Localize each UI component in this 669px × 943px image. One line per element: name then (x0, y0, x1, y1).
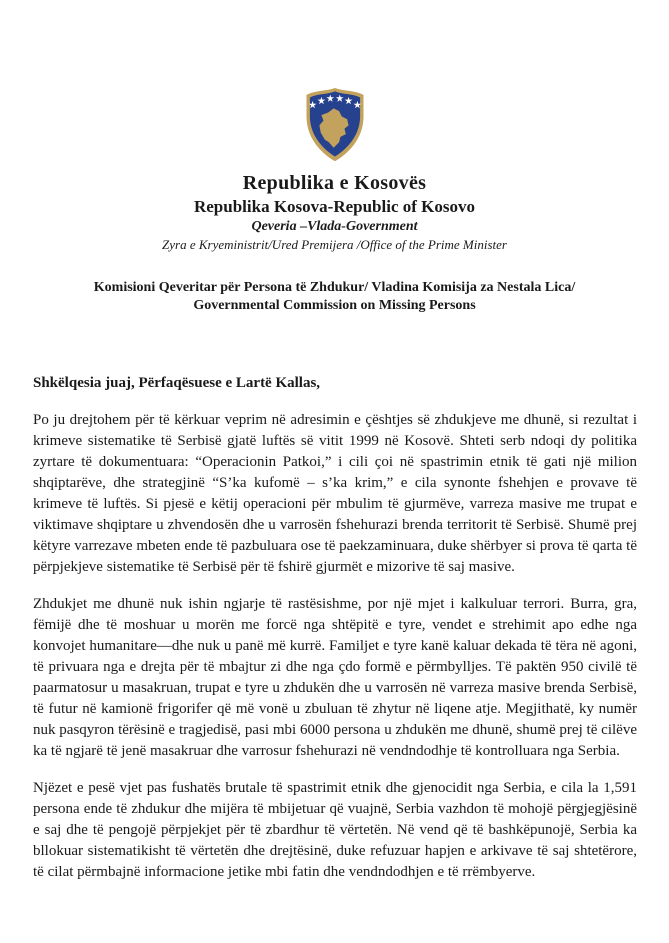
country-title-bilingual: Republika Kosova-Republic of Kosovo (193, 197, 475, 216)
letterhead (0, 172, 669, 253)
commission-heading: Komisioni Qeveritar për Persona të Zhdukur/ Vladina Komisija za Nestala Lica/ Governmental Commission on Missing Persons (93, 280, 576, 314)
letter-body (0, 373, 669, 883)
country-title-albanian: Republika e Kosovës (242, 172, 427, 194)
kosovo-coat-of-arms-icon (301, 86, 369, 164)
government-line: Qeveria –Vlada-Government (251, 219, 418, 234)
office-of-prime-minister-line: Zyra e Kryeministrit/Ured Premijera /Office of the Prime Minister (162, 237, 507, 252)
paragraph-3: Njëzet e pesë vjet pas fushatës brutale të spastrimit etnik dhe gjenocidit nga Serbia, e cila la 1,591 persona ende të zhdukur dhe mijëra të mbijetuar që vuajnë, Serbia vazhdon të mohojë përgjegjësinë e saj dhe të pengojë përpjekjet për të zbardhur të vërtetën. Në vend që të bashkëpunojë, Serbia ka bllokuar sistematikisht të vërtetën dhe drejtësinë, duke refuzuar hapjen e arkivave të saj shtetërore, të cilat përmbajnë informacione jetike mbi fatin dhe vendndodhjen e të rrëmbyerve. (33, 779, 637, 880)
emblem-container (0, 0, 669, 164)
paragraph-1: Po ju drejtohem për të kërkuar veprim në adresimin e çështjes së zhdukjeve me dhunë, si rezultat i krimeve sistematike të Serbisë gjatë luftës së vitit 1999 në Kosovë. Shteti serb ndoqi dy politika zyrtare të dokumentuara: “Operacionin Patkoi,” i cili çoi në spastrimin etnik të gati një milion shqiptarëve, dhe strategjinë “S’ka kufomë – s’ka krim,” e cila synonte fshehjen e provave të krimeve të luftës. Si pjesë e këtij operacioni për mbulim të gjurmëve, varreza masive me trupat e viktimave shqiptare u zhvendosën dhe u varrosën fshehurazi brenda territorit të Serbisë. Shumë prej këtyre varrezave mbeten ende të pazbuluara ose të paekzaminuara, duke shërbyer si prova të qarta të përpjekjeve sistematike të Serbisë për të fshirë gjurmët e mizorive të saj masive. (33, 411, 637, 575)
salutation: Shkëlqesia juaj, Përfaqësuese e Lartë Kallas, (33, 374, 321, 391)
paragraph-2: Zhdukjet me dhunë nuk ishin ngjarje të rastësishme, por një mjet i kalkuluar terrori. Burra, gra, fëmijë dhe të moshuar u morën me forcë nga shtëpitë e tyre, vendet e strehimit apo edhe nga konvojet humanitare—dhe nuk u panë më kurrë. Familjet e tyre kanë kaluar dekada të tëra në agoni, të privuara nga e drejta për të mbajtur zi dhe nga çdo formë e përmbylljes. Të paktën 950 civilë të paarmatosur u masakruan, trupat e tyre u zhdukën dhe u varrosën në varreza masive brenda Serbisë, të futur në kamionë frigorifer që më vonë u zbuluan të zhytur në liqene atje. Megjithatë, ky numër nuk pasqyron tërësinë e tragjedisë, pasi mbi 6000 persona u zhdukën me dhunë, shumë prej të cilëve ka të ngjarë të jenë masakruar dhe varrosur fshehurazi në vendndodhje të kontrolluara nga Serbia. (33, 595, 637, 759)
